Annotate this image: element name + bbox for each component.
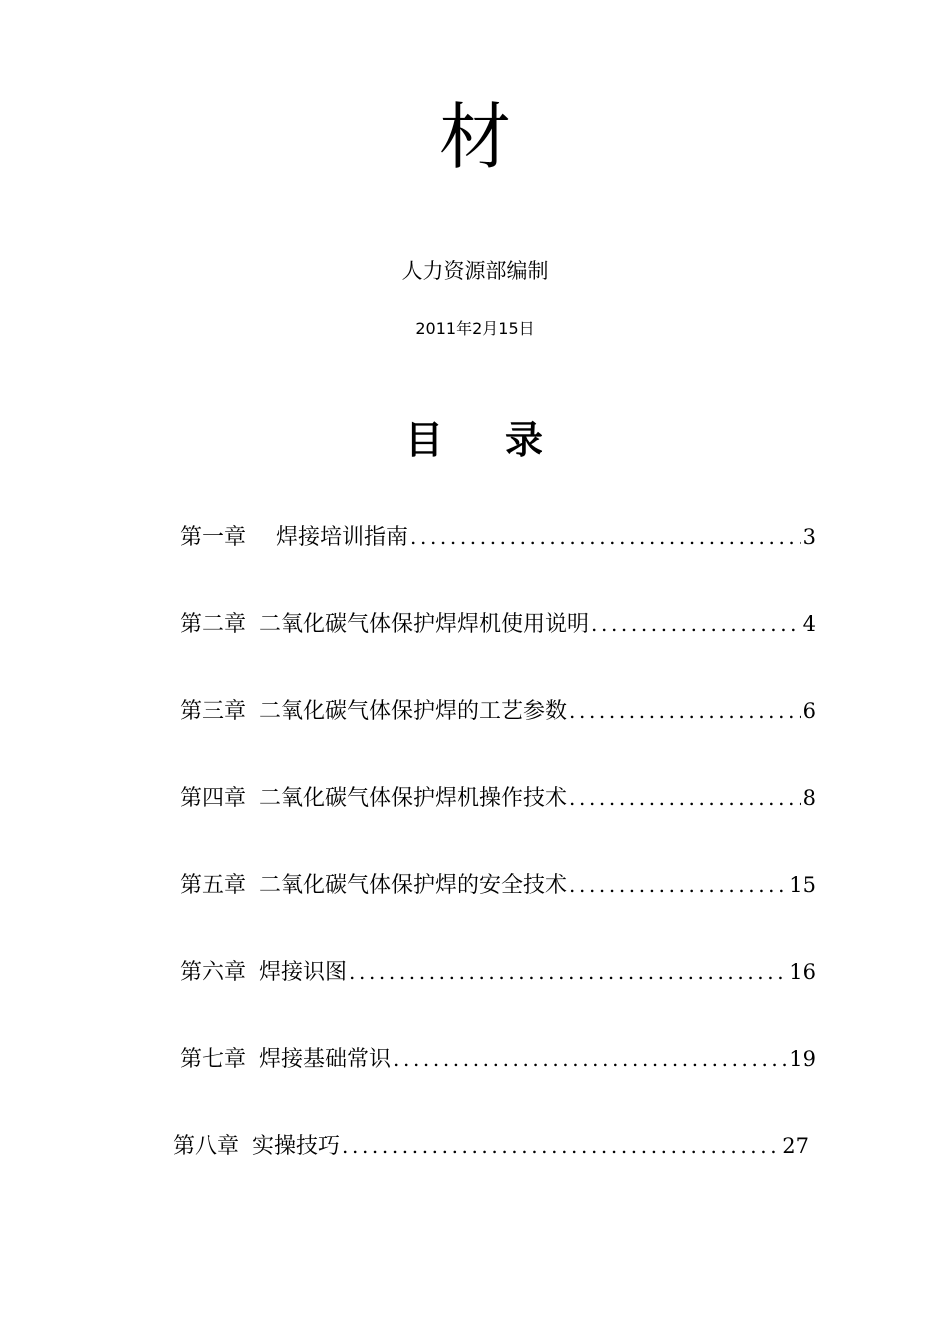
toc-heading-char-2: 录 <box>505 418 544 462</box>
toc-chapter-label: 第六章 <box>180 960 247 985</box>
toc-chapter-title: 二氧化碳气体保护焊的工艺参数 <box>259 699 568 724</box>
toc-chapter-title: 二氧化碳气体保护焊焊机使用说明 <box>259 612 590 637</box>
toc-chapter-title: 实操技巧 <box>252 1134 341 1159</box>
toc-chapter-label: 第二章 <box>180 612 247 637</box>
toc-entry-2[interactable] <box>180 608 816 640</box>
toc-dot-leader <box>340 1130 780 1162</box>
toc-page-number: 15 <box>789 873 816 897</box>
toc-chapter-label: 第五章 <box>180 873 247 898</box>
toc-chapter-label: 第一章 <box>180 525 247 550</box>
toc-heading-char-1: 目 <box>405 418 444 462</box>
toc-page-number: 6 <box>802 699 816 723</box>
toc-dot-leader <box>589 608 801 640</box>
toc-page-number: 19 <box>789 1047 816 1071</box>
toc-page-number: 8 <box>802 786 816 810</box>
toc-dot-leader <box>391 1043 787 1075</box>
toc-entry-1[interactable] <box>180 521 816 553</box>
toc-page-number: 4 <box>802 612 816 636</box>
toc-entry-7[interactable] <box>180 1043 816 1075</box>
toc-dot-leader <box>567 695 801 727</box>
toc-heading <box>0 412 950 472</box>
toc-chapter-label: 第三章 <box>180 699 247 724</box>
toc-dot-leader <box>408 521 801 553</box>
toc-chapter-label: 第七章 <box>180 1047 247 1072</box>
toc-chapter-title: 焊接培训指南 <box>276 525 409 550</box>
toc-chapter-title: 焊接基础常识 <box>259 1047 392 1072</box>
toc-entry-3[interactable] <box>180 695 816 727</box>
toc-entry-6[interactable] <box>180 956 816 988</box>
toc-page-number: 27 <box>782 1134 809 1158</box>
toc-dot-leader <box>567 869 787 901</box>
toc-entry-5[interactable] <box>180 869 816 901</box>
toc-chapter-title: 二氧化碳气体保护焊机操作技术 <box>259 786 568 811</box>
toc-page-number: 3 <box>802 525 816 549</box>
toc-page-number: 16 <box>789 960 816 984</box>
toc-chapter-title: 二氧化碳气体保护焊的安全技术 <box>259 873 568 898</box>
document-title-char: 材 <box>438 95 511 179</box>
editor-line: 人力资源部编制 <box>401 259 549 283</box>
date-line: 2011年2月15日 <box>415 319 535 338</box>
toc-dot-leader <box>567 782 801 814</box>
toc-chapter-title: 焊接识图 <box>259 960 348 985</box>
toc-entry-4[interactable] <box>180 782 816 814</box>
toc-chapter-label: 第四章 <box>180 786 247 811</box>
toc-chapter-label: 第八章 <box>173 1134 240 1159</box>
toc-dot-leader <box>347 956 787 988</box>
toc-entry-8[interactable] <box>173 1130 809 1162</box>
